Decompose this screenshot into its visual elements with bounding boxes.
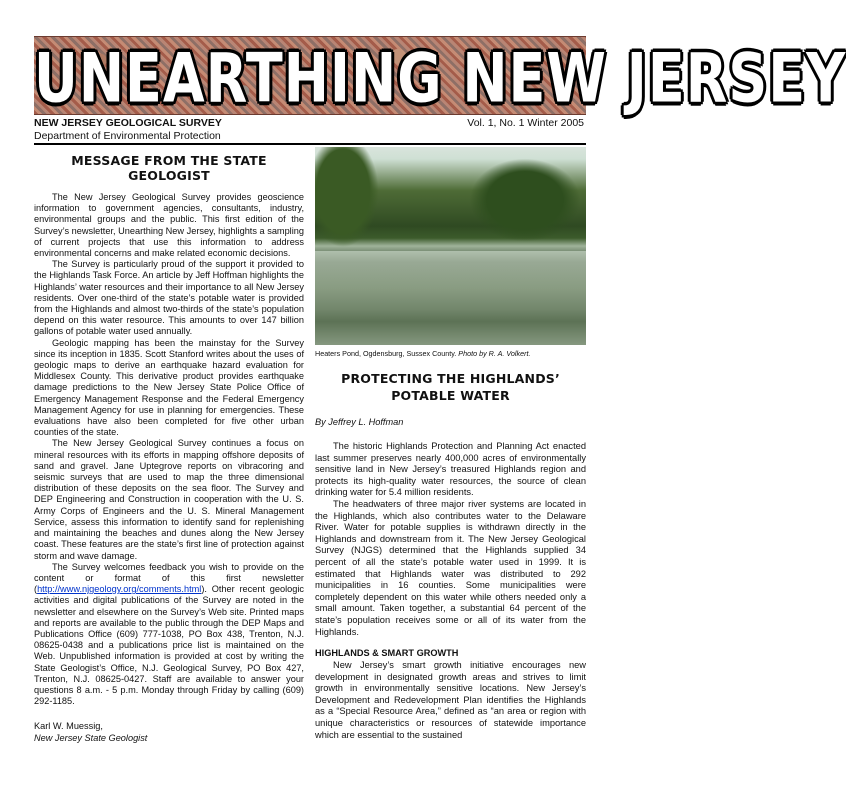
article-paragraph: The headwaters of three major river systems are located in the Highlands, which also contributes water to the Delaware River. Water for potable supplies is withdrawn directly in the Highlands and downstream from it. The New Jersey Geological Survey (NJGS) determined that the Highlands supplied 34 percent of all the state’s potable water used in 1999. It is estimated that Highlands water was distributed to 292 municipalities in 16 counties. Some municipalities were completely dependent on this water while others needed only a small amount. Taken together, a substantial 64 percent of the state’s population receives some or all of its water from the Highlands.: [315, 498, 586, 637]
message-paragraph: The Survey is particularly proud of the support it provided to the Highlands Task Force. An article by Jeff Hoffman highlights the Highlands’ water resources and their importance to all New Jersey residents. Over one-third of the state’s potable water is provided from the Highlands and almost two-thirds of the state’s population depend on this water resource. This amounts to over 147 billion gallons of potable water used annually.: [34, 259, 304, 337]
message-paragraph: The New Jersey Geological Survey provides geoscience information to government agencies, consultants, industry, environmental groups and the public. This first edition of the Survey’s newsletter, Unearthing New Jersey, highlights a sampling of current projects that use this information to address environmental concerns and make related economic decisions.: [34, 192, 304, 259]
message-paragraph: Geologic mapping has been the mainstay for the Survey since its inception in 1835. Scott Stanford writes about the uses of geologic maps to derive an earthquake hazard evaluation for Middlesex County. This derivative product provides earthquake damage predictions to the New Jersey State Police Office of Emergency Management Response and the Federal Emergency Management Agency for use in planning for emergencies. These evaluations have also been completed for five other urban counties of the state.: [34, 337, 304, 438]
masthead-rule: [34, 143, 586, 145]
smart-growth-body: [315, 660, 586, 741]
newsletter-title: UNEARTHING NEW JERSEY: [34, 39, 846, 118]
article-paragraph: New Jersey’s smart growth initiative encourages new development in designated growth areas and strives to limit growth in environmentally sensitive locations. New Jersey’s Development and Redevelopment Plan identifies the Highlands as a “Special Resource Area,” defined as “an area or region with unique characteristics or resources of statewide importance which are essential to the sustained: [315, 660, 586, 740]
heaters-pond-photo: [315, 147, 586, 345]
department-name: Department of Environmental Protection: [34, 130, 221, 142]
photo-foliage: [465, 155, 585, 245]
highlands-heading: PROTECTING THE HIGHLANDS’ POTABLE WATER: [341, 371, 560, 403]
highlands-body: [315, 441, 586, 638]
comments-link[interactable]: http://www.njgeology.org/comments.html: [37, 584, 202, 595]
photo-credit: Photo by R. A. Volkert.: [458, 349, 531, 358]
organization-name: NEW JERSEY GEOLOGICAL SURVEY: [34, 117, 222, 129]
feedback-text: The Survey welcomes feedback you wish to provide on the content or format of this first newsletter (: [34, 561, 304, 595]
contact-text: ). Other recent geologic activities and digital publications of the Survey are noted in the newsletter and elsewhere on the Survey’s Web site. Printed maps and reports are available to the public through the DEP Maps and Publications Office (609) 777-1038, PO Box 438, Trenton, N.J. 08625-0438 and a publications price list is maintained on the Web. Unpublished information is provided at cost by writing the State Geologist’s Office, N.J. Geological Survey, PO Box 427, Trenton, N.J. 08625-0427. Staff are available to answer your questions 8 a.m. - 5 p.m. Monday through Friday by calling (609) 292-1185.: [34, 584, 304, 707]
masthead-publisher: [34, 117, 222, 143]
smart-growth-subhead: HIGHLANDS & SMART GROWTH: [315, 648, 459, 659]
message-paragraph: The New Jersey Geological Survey continues a focus on mineral resources with its efforts in mapping offshore deposits of sand and gravel. Jane Uptegrove reports on vibracoring and seismic surveys that are used to map the three dimensional distribution of these deposits on the sea floor. The Survey and DEP Engineering and Construction in cooperation with the U. S. Army Corps of Engineers and the U. S. Mineral Management Service, assess this information to identify sand for replenishing and maintaining the beaches and dunes along the New Jersey coast. These features are the state’s first line of protection against storm and wave damage.: [34, 438, 304, 561]
caption-text: Heaters Pond, Ogdensburg, Sussex County.: [315, 349, 459, 358]
message-paragraph: [34, 562, 304, 708]
photo-water: [315, 251, 586, 345]
issue-info: Vol. 1, No. 1 Winter 2005: [467, 117, 584, 129]
message-body: [34, 192, 304, 707]
signature-name: Karl W. Muessig,: [34, 721, 103, 732]
photo-caption: [315, 349, 586, 358]
signature-title: New Jersey State Geologist: [34, 732, 148, 743]
signature: [34, 721, 304, 744]
highlands-article: [315, 147, 586, 741]
photo-foliage: [315, 147, 385, 257]
article-byline: By Jeffrey L. Hoffman: [315, 417, 404, 427]
article-paragraph: The historic Highlands Protection and Planning Act enacted last summer preserves nearly 400,000 acres of environmentally sensitive land in New Jersey’s treasured Highlands region and protects its high-quality water resources, the source of clean drinking water for 5.4 million residents.: [315, 441, 586, 498]
masthead-banner: [34, 36, 846, 118]
message-heading: MESSAGE FROM THE STATE GEOLOGIST: [71, 153, 267, 183]
state-geologist-message: [34, 153, 304, 744]
